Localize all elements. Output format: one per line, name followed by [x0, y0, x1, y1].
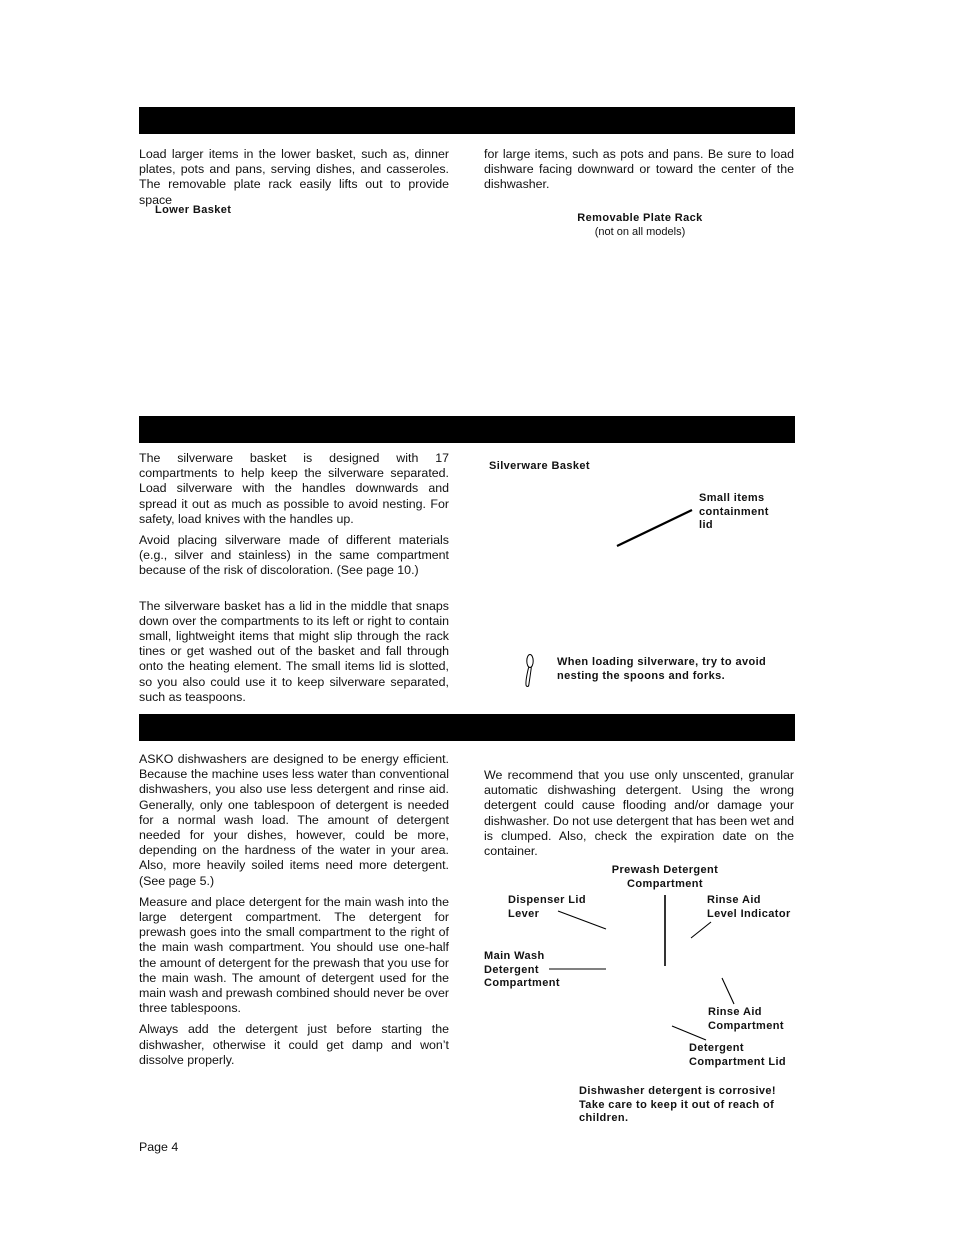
rinse-compartment-leader-line: [722, 978, 734, 1004]
silverware-basket-label: Silverware Basket: [489, 460, 590, 472]
detergent-lid-leader-line: [672, 1026, 706, 1040]
detergent-text: ASKO dishwashers are designed to be energy efficient. Because the machine uses less water than conventional dishwashers, you also use less detergent and rinse aid. Generally, only one tablespoon of detergent is needed for a normal wash load. The amount of detergent needed for your dishes, however, could be more, depending on the hardness of the water in your area. Also, more heavily soiled items need more detergent. (See page 5.) Measure and place detergent for the main wash into the large detergent compartment. The detergent for prewash goes into the small compartment to the right of the main wash compartment. You should use one-half the amount of detergent for the prewash that you use for the main wash. The amount of detergent used for the main wash and prewash combined should never be over three tablespoons. Always add the detergent just before starting the dishwasher, otherwise it could get damp and won’t dissolve properly.: [139, 752, 449, 1067]
rinse-level-leader-line: [691, 922, 711, 938]
main-wash-compartment-label: Main Wash Detergent Compartment: [484, 950, 560, 990]
small-items-leader-line: [617, 510, 692, 546]
prewash-compartment-label: Prewash Detergent Compartment: [611, 864, 719, 890]
lower-basket-label: Lower Basket: [155, 204, 232, 216]
lower-basket-intro: Load larger items in the lower basket, such as, dinner plates, pots and pans, serving dishes, and casseroles. The removable plate rack easily lifts out to provide space: [139, 147, 449, 207]
plate-rack-label: Removable Plate Rack: [577, 212, 703, 224]
silverware-text: The silverware basket is designed with 17 compartments to help keep the silverware separated. Load silverware with the handles downwards and spread it out as much as possible to avoid nesting. For safety, load knives with the handles up. Avoid placing silverware made of different materials (e.g., silver and stainless) in the same compartment because of the risk of discoloration. (See page 10.) The silverware basket has a lid in the middle that snaps down over the compartments to its left or right to contain small, lightweight items that might slip through the rack tines or get washed out of the basket and fall through onto the heating element. The small items lid is slotted, so you also could use it to keep silverware separated, such as teaspoons.: [139, 451, 449, 704]
detergent-lid-label: Detergent Compartment Lid: [689, 1042, 787, 1068]
plate-rack-note: (not on all models): [594, 226, 686, 238]
plate-rack-intro: for large items, such as pots and pans. Be sure to load dishware facing downward or toward the center of the dishwasher.: [484, 147, 794, 192]
page-number: Page 4: [139, 1140, 179, 1154]
detergent-recommendation: We recommend that you use only unscented, granular automatic dishwashing detergent. Using the wrong detergent could cause flooding and/or damage your dishwasher. Do not use detergent that has been wet and is clumped. Also, check the expiration date on the container.: [484, 768, 794, 859]
corrosive-warning: Dishwasher detergent is corrosive! Take care to keep it out of reach of children.: [579, 1085, 776, 1125]
dispenser-lid-lever-label: Dispenser Lid Lever: [508, 894, 586, 920]
small-items-lid-label: Small items containment lid: [699, 492, 769, 532]
spoon-icon: [526, 655, 533, 687]
rinse-aid-level-label: Rinse Aid Level Indicator: [707, 894, 791, 920]
dispenser-leader-line: [558, 911, 606, 929]
silverware-tip: When loading silverware, try to avoid nesting the spoons and forks.: [557, 656, 767, 682]
rinse-aid-compartment-label: Rinse Aid Compartment: [708, 1006, 784, 1032]
